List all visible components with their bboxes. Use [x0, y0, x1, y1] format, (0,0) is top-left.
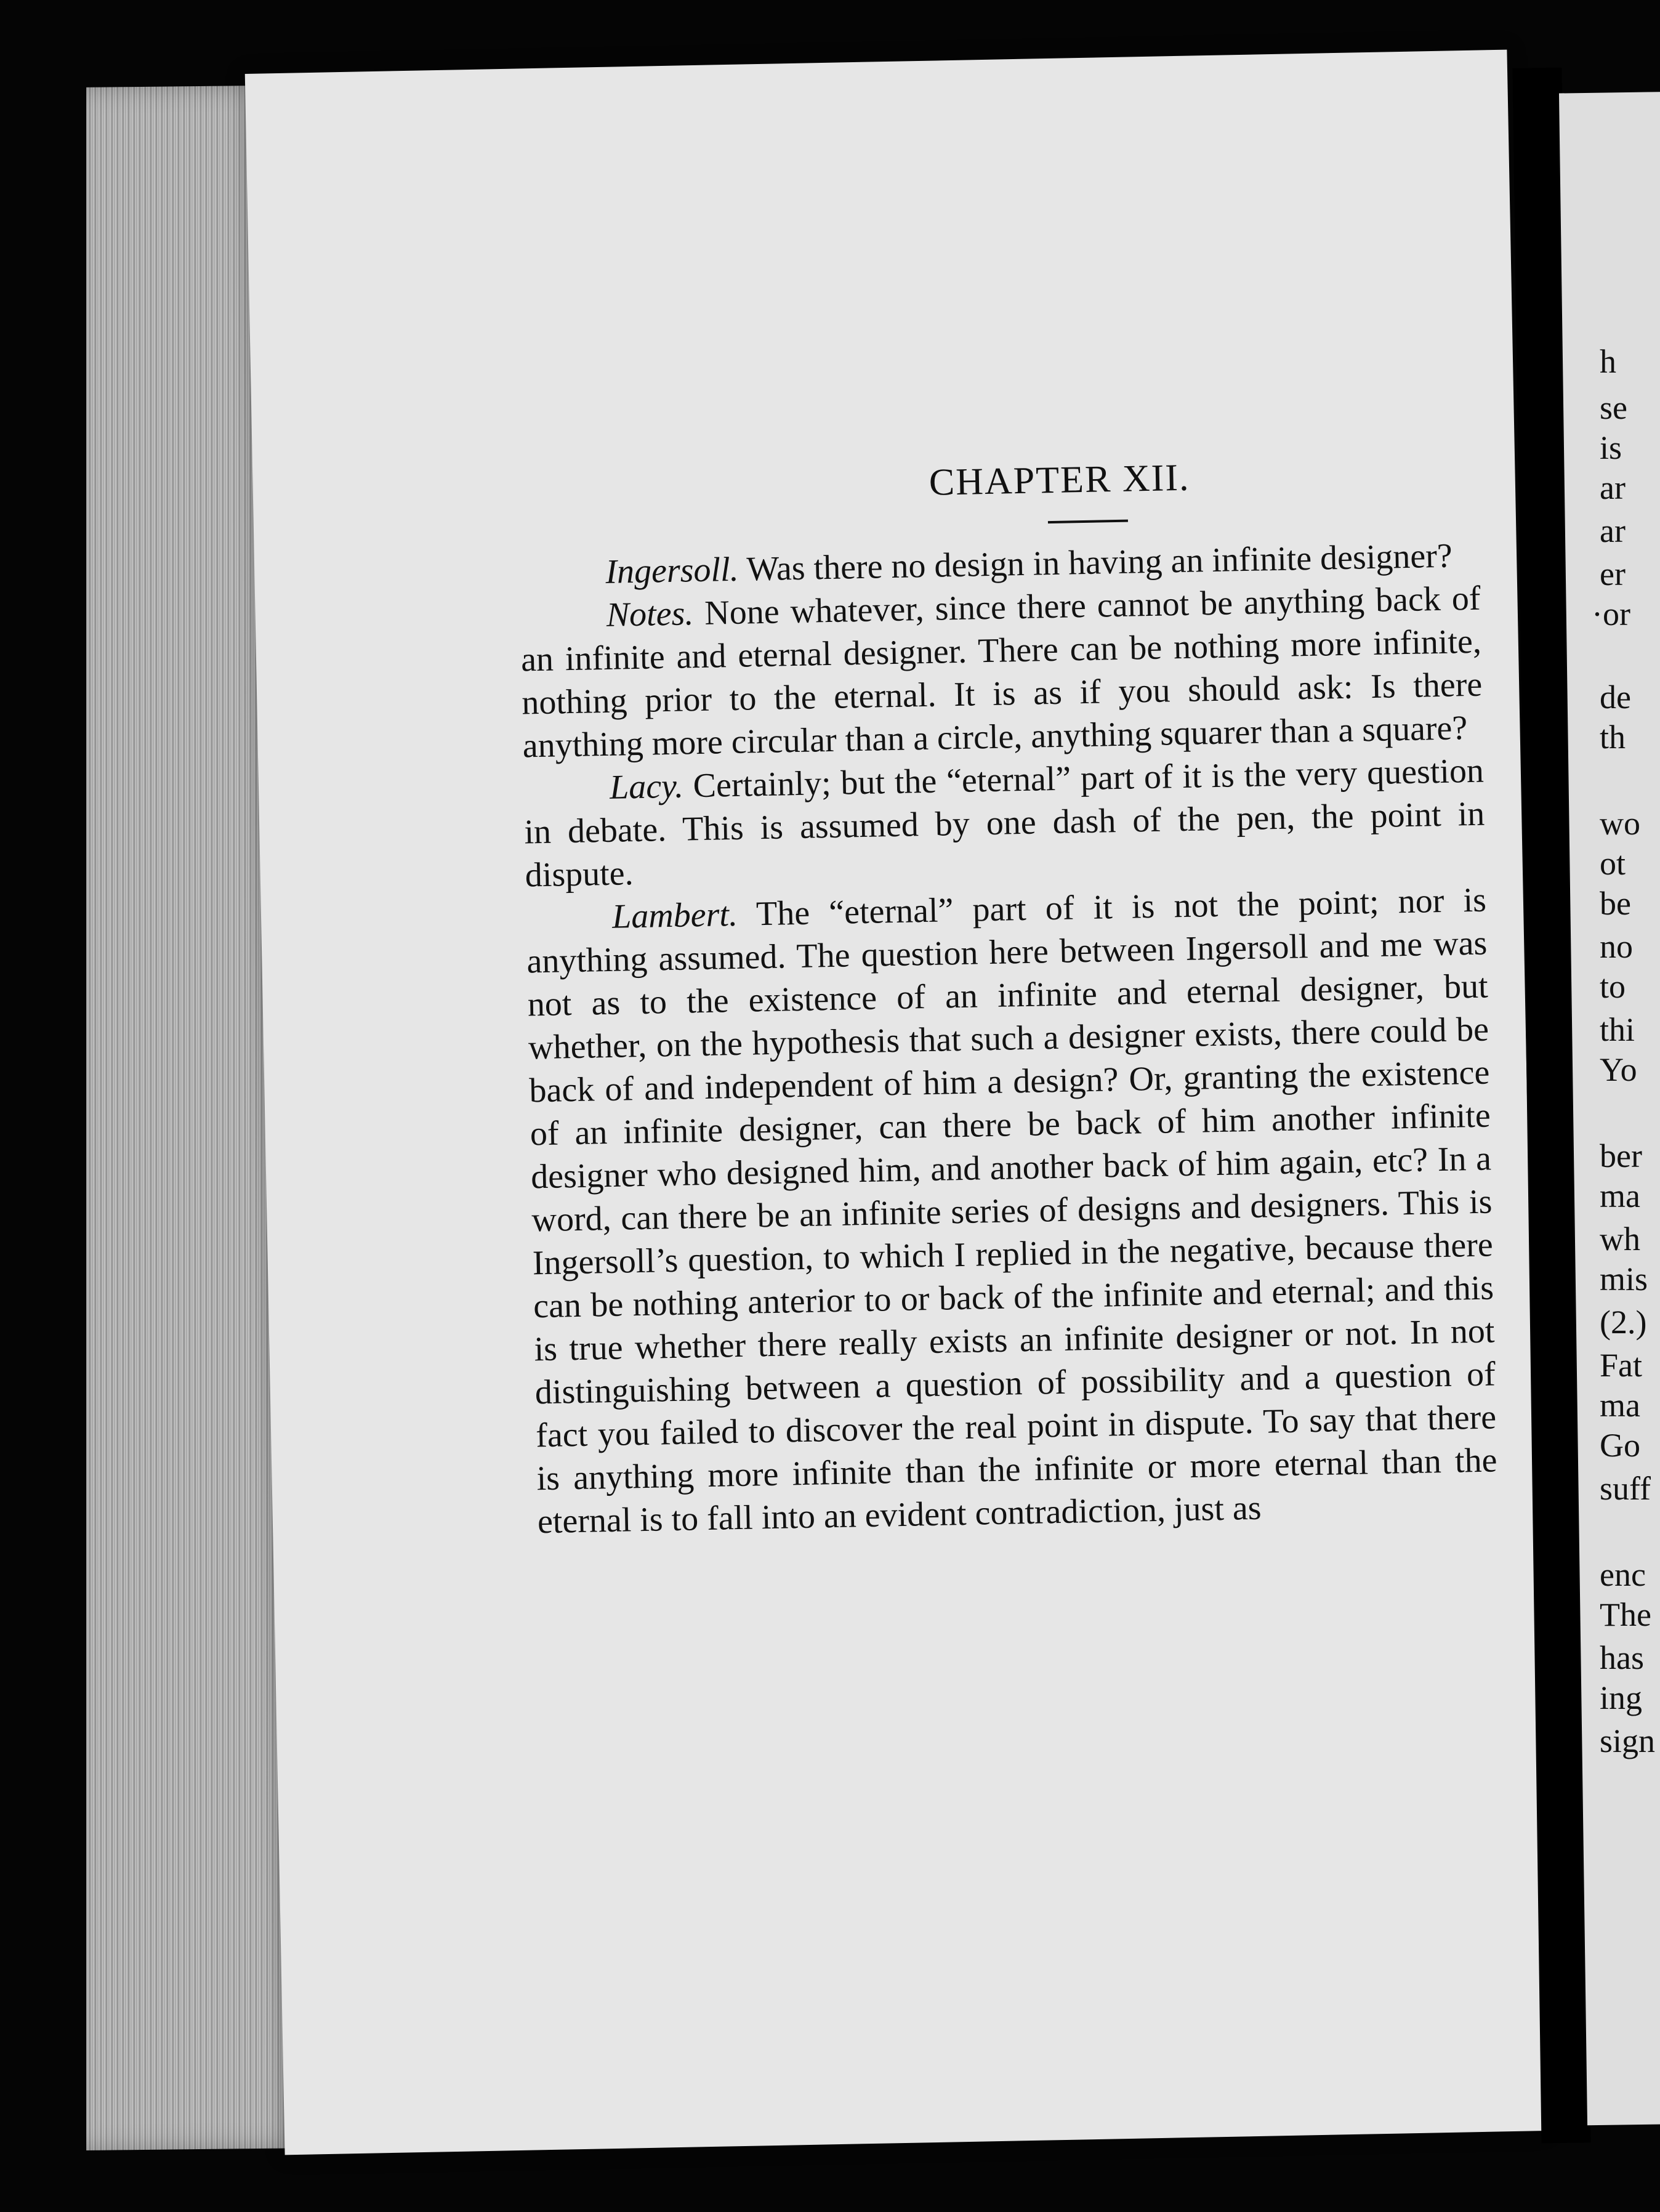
paragraph-text: The “eternal” part of it is not the point; nor is anything assumed. The question here between Ingersoll and me was not as to the existence of an infinite and eternal designer, but whether, on the hypothesis that such a designer exists, there could be back of and independent of him a design? Or, granting the existence of an infinite designer, can there be back of him another infinite designer who designed him, and another back of him again, etc? In a word, can there be an infinite series of designs and designers. This is Ingersoll’s question, to which I replied in the negative, because there can be nothing anterior to or back of the infinite and eternal; and this is true whether there really exists an infinite designer or not. In not distinguishing between a question of possibility and a question of fact you failed to discover the real point in dispute. To say that there is anything more infinite than the infinite or more eternal than the eternal is to fall into an evident contradiction, just as: [526, 881, 1497, 1541]
right-fragment: wo: [1600, 805, 1640, 842]
right-fragment: ing: [1600, 1679, 1643, 1716]
right-fragment: Fat: [1600, 1347, 1643, 1384]
right-fragment: suff: [1600, 1470, 1651, 1507]
right-fragment: wh: [1600, 1221, 1640, 1257]
right-fragment: ot: [1600, 845, 1626, 882]
right-fragment: h: [1600, 343, 1616, 380]
right-fragment: thi: [1600, 1011, 1635, 1048]
speaker-name: Ingersoll.: [605, 550, 739, 591]
right-fragment: ar: [1600, 512, 1626, 549]
speaker-name: Notes.: [606, 594, 694, 634]
left-page: [245, 50, 1547, 2155]
right-fragment: ·or: [1592, 595, 1630, 632]
right-fragment: ber: [1600, 1137, 1642, 1174]
paragraph-text: Certainly; but the “eternal” part of it is the very question in debate. This is assumed by one dash of the pen, the point in dispute.: [523, 751, 1485, 895]
right-fragment: sign: [1600, 1722, 1656, 1759]
paragraph-lacy: [523, 749, 1486, 897]
right-fragment: enc: [1600, 1556, 1646, 1593]
right-fragment: de: [1600, 679, 1631, 716]
right-fragment: (2.): [1600, 1304, 1647, 1341]
speaker-name: Lambert.: [611, 895, 738, 936]
paragraph-notes: [520, 577, 1483, 768]
page-text-block: [517, 451, 1498, 1544]
right-fragment: er: [1600, 555, 1626, 592]
right-fragment: ma: [1600, 1387, 1640, 1424]
right-fragment: th: [1600, 719, 1626, 756]
title-rule: [1048, 520, 1128, 523]
right-fragment: mis: [1600, 1261, 1648, 1298]
right-fragment: no: [1600, 928, 1633, 965]
paragraph-text: Was there no design in having an infinite designer?: [738, 536, 1453, 589]
speaker-name: Lacy.: [609, 767, 684, 807]
chapter-title: CHAPTER XII.: [929, 456, 1191, 504]
right-fragment: be: [1600, 885, 1631, 922]
right-fragment: ma: [1600, 1177, 1640, 1214]
right-fragment: se: [1600, 389, 1627, 426]
right-fragment: The: [1600, 1596, 1651, 1633]
paragraph-text: None whatever, since there cannot be anything back of an infinite and eternal designer. There can be nothing more infinite, nothing prior to the eternal. It is as if you should ask: Is there anything more circular than a circle, anything squarer than a square?: [520, 579, 1483, 765]
right-fragment: is: [1600, 429, 1622, 466]
right-fragment: has: [1600, 1639, 1644, 1676]
paragraph-lambert: [525, 879, 1498, 1544]
right-fragment: Go: [1600, 1427, 1640, 1464]
right-fragment: Yo: [1600, 1051, 1637, 1088]
right-fragment: ar: [1600, 469, 1626, 506]
right-fragment: to: [1600, 968, 1626, 1005]
